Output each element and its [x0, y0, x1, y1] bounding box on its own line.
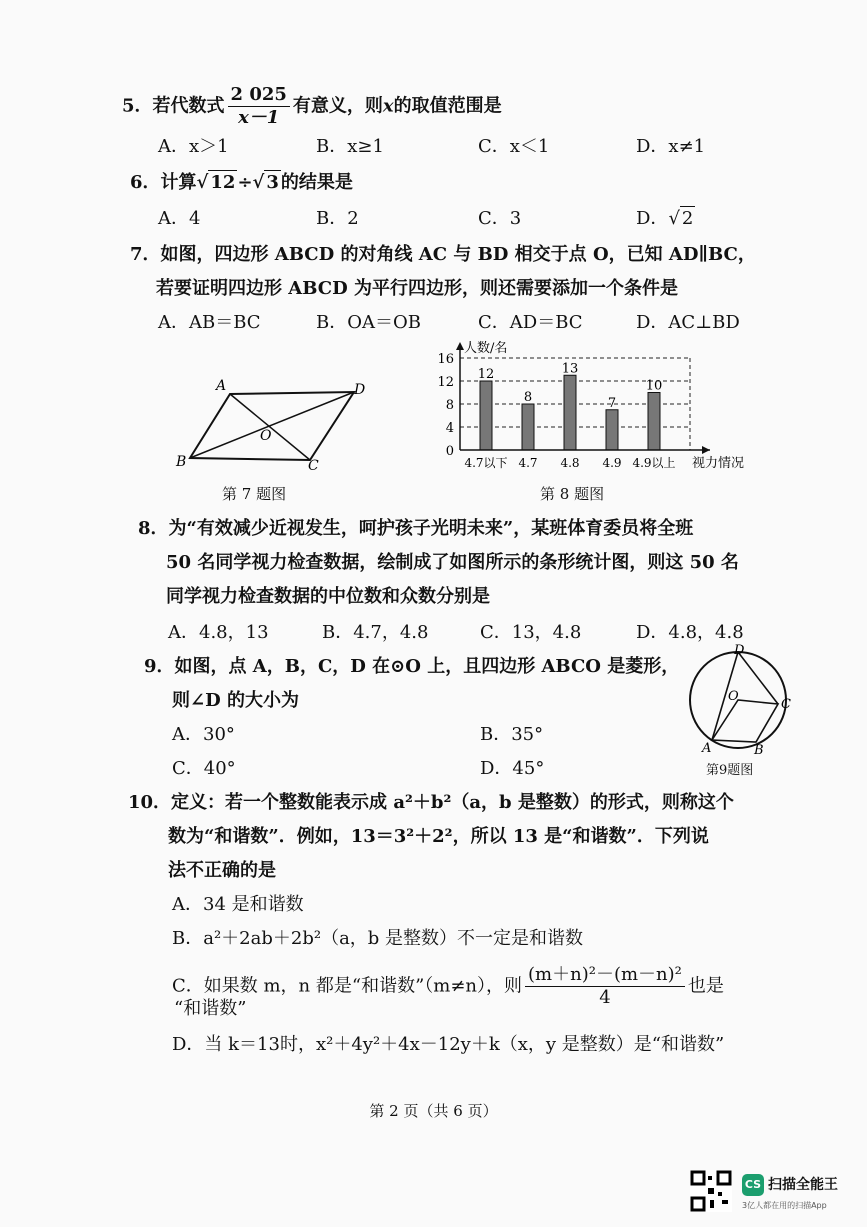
q8-line1: 8．为“有效减少近视发生，呵护孩子光明未来”，某班体育委员将全班 — [138, 518, 694, 539]
y-axis-arrow — [456, 342, 464, 350]
page-footer: 第 2 页（共 6 页） — [369, 1102, 498, 1120]
q7-diagonal-bd — [190, 392, 354, 458]
bar-value-label: 7 — [607, 395, 617, 411]
q10-option-a: A．34 是和谐数 — [172, 894, 304, 915]
q7-diagonal-ac — [230, 394, 310, 460]
q7-label-b: B — [176, 454, 187, 470]
q10-option-c: C．如果数 m，n 都是“和谐数”（m≠n），则 $\frac{\text{(m＋n)²－(m－n)²}}{4}$ 也是 — [172, 964, 724, 1008]
q5-option-b: B．x≥1 — [316, 136, 384, 157]
q9-line2: 则∠D 的大小为 — [172, 690, 299, 711]
q9-figure — [680, 642, 800, 762]
q5-stem: 5．若代数式 $\frac{2 025}{x-1}$ 有意义，则x的取值范围是 — [122, 84, 502, 128]
q7-line2: 若要证明四边形 ABCD 为平行四边形，则还需要添加一个条件是 — [156, 278, 678, 299]
bar-value-label: 8 — [523, 390, 533, 405]
cs-logo-icon: CS — [742, 1174, 764, 1196]
q9-option-b: B．35° — [480, 724, 544, 745]
q8-option-c: C．13，4.8 — [480, 622, 582, 643]
q6-stem: 6．计算√ 12 ÷√ 3 的结果是 — [130, 172, 353, 193]
q7-label-a: A — [216, 378, 227, 394]
q9-option-d: D．45° — [480, 758, 545, 779]
bar — [522, 404, 534, 450]
bar — [606, 410, 618, 450]
y-tick-label: 0 — [445, 444, 454, 459]
q9-label-c: C — [781, 697, 791, 712]
q8-option-a: A．4.8，13 — [168, 622, 269, 643]
q7-caption: 第 7 题图 — [222, 485, 287, 503]
q9-caption: 第9题图 — [706, 763, 754, 778]
q10-line3: 法不正确的是 — [168, 860, 276, 881]
bar-value-label: 10 — [645, 378, 663, 394]
q6-option-c: C．3 — [478, 208, 522, 229]
q5-option-d: D．x≠1 — [636, 136, 706, 157]
q7-option-c: C．AD＝BC — [478, 312, 583, 333]
y-tick-label: 4 — [445, 421, 454, 436]
q10-option-b: B．a²＋2ab＋2b²（a，b 是整数）不一定是和谐数 — [172, 928, 584, 949]
x-tick-label: 4.8 — [560, 456, 580, 470]
q8-bar-chart — [430, 338, 755, 473]
y-tick-label: 12 — [437, 375, 454, 390]
q10-option-d: D．当 k＝13时，x²＋4y²＋4x－12y＋k（x，y 是整数）是“和谐数” — [172, 1034, 725, 1055]
q9-option-a: A．30° — [172, 724, 235, 745]
q8-option-b: B．4.7，4.8 — [322, 622, 429, 643]
q7-figure — [168, 372, 368, 472]
bar — [648, 393, 660, 451]
q8-option-d: D．4.8，4.8 — [636, 622, 744, 643]
q9-label-d: D — [734, 643, 745, 658]
q9-label-b: B — [754, 743, 764, 758]
q10-option-c-fraction: $\frac{\text{(m＋n)²－(m－n)²}}{4}$ — [525, 966, 685, 1007]
bar-value-label: 13 — [561, 361, 579, 377]
q6-option-b: B．2 — [316, 208, 359, 229]
q10-option-c-cont: “和谐数” — [174, 998, 247, 1019]
q7-option-b: B．OA＝OB — [316, 312, 421, 333]
y-axis-label: 人数/名 — [464, 341, 508, 356]
q8-caption: 第 8 题图 — [540, 485, 605, 503]
x-tick-label: 4.9 — [602, 456, 622, 470]
q7-line1: 7．如图，四边形 ABCD 的对角线 AC 与 BD 相交于点 O，已知 AD∥BC， — [130, 244, 756, 265]
x-tick-label: 4.7以下 — [464, 456, 508, 470]
x-tick-label: 4.9以上 — [632, 456, 676, 470]
q5-option-c: C．x＜1 — [478, 136, 550, 157]
q5-fraction: $\frac{2 025}{x-1}$ — [228, 86, 290, 127]
bar-value-label: 12 — [477, 367, 495, 382]
q7-option-d: D．AC⊥BD — [636, 312, 740, 333]
y-tick-label: 16 — [437, 352, 454, 367]
q7-label-d: D — [354, 382, 366, 398]
q9-option-c: C．40° — [172, 758, 236, 779]
bar — [564, 375, 576, 450]
y-tick-label: 8 — [445, 398, 454, 413]
q9-label-o: O — [728, 689, 739, 704]
q9-label-a: A — [702, 741, 712, 756]
q6-option-a: A．4 — [158, 208, 201, 229]
q7-label-o: O — [260, 428, 272, 444]
q9-line1: 9．如图，点 A，B，C，D 在⊙O 上，且四边形 ABCO 是菱形， — [144, 656, 680, 677]
q7-option-a: A．AB＝BC — [158, 312, 261, 333]
q10-line1: 10．定义：若一个整数能表示成 a²＋b²（a，b 是整数）的形式，则称这个 — [128, 792, 734, 813]
brand-tagline: 3亿人都在用的扫描App — [742, 1201, 827, 1210]
x-tick-label: 4.7 — [518, 456, 538, 470]
x-axis-arrow — [702, 446, 710, 454]
q6-option-d: D．√ 2 — [636, 208, 694, 229]
q8-line2: 50 名同学视力检查数据，绘制成了如图所示的条形统计图，则这 50 名 — [166, 552, 739, 573]
q10-line2: 数为“和谐数”．例如，13＝3²＋2²，所以 13 是“和谐数”．下列说 — [168, 826, 709, 847]
brand-name: 扫描全能王 — [768, 1177, 838, 1193]
qr-code-icon — [690, 1170, 732, 1212]
q7-label-c: C — [308, 458, 319, 472]
bar — [480, 381, 492, 450]
x-axis-label: 视力情况 — [692, 456, 745, 471]
q5-option-a: A．x＞1 — [158, 136, 229, 157]
q8-line3: 同学视力检查数据的中位数和众数分别是 — [166, 586, 490, 607]
